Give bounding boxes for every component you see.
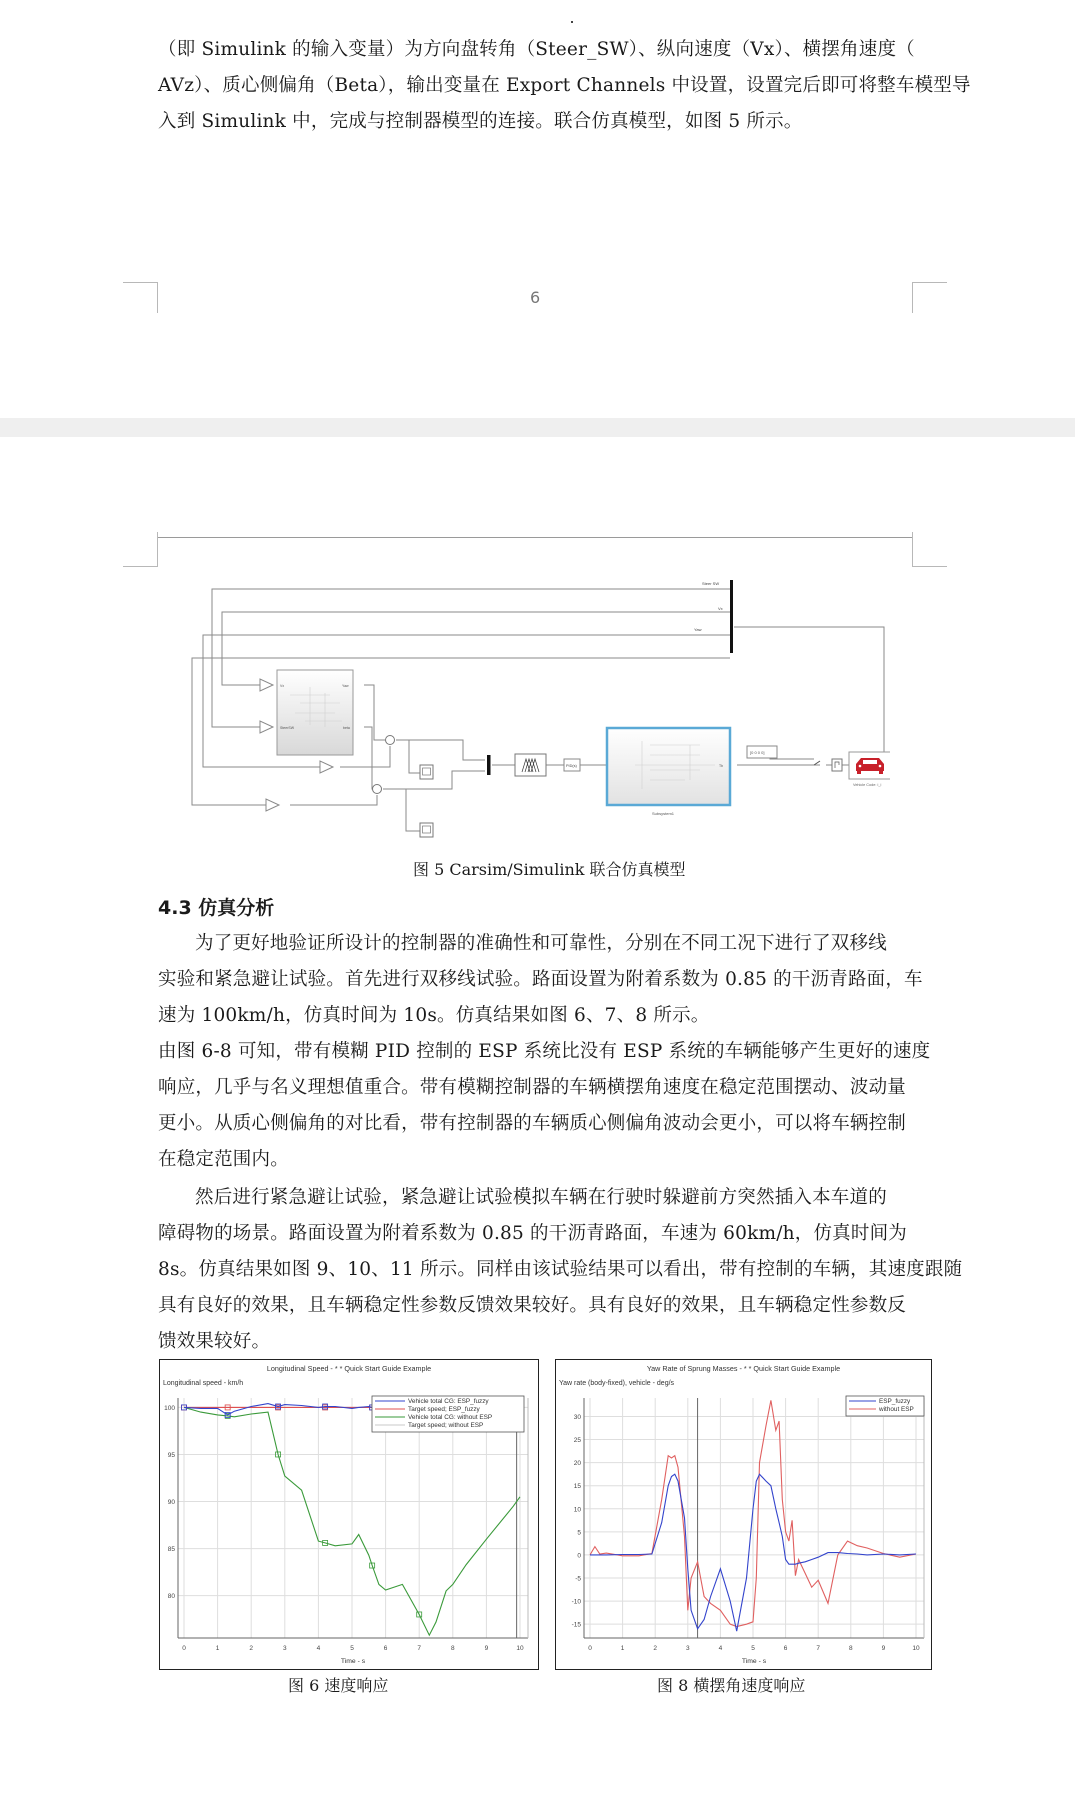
x-tick-label: 1 — [620, 1645, 625, 1652]
margin-corner-mark — [123, 282, 158, 313]
y-tick-label: 10 — [573, 1506, 581, 1514]
y-tick-label: 85 — [167, 1546, 175, 1554]
x-tick-label: 7 — [816, 1645, 821, 1652]
margin-corner-mark — [912, 532, 947, 567]
figure-5-caption: 图 5 Carsim/Simulink 联合仿真模型 — [413, 860, 686, 879]
legend-entry: Vehicle total CG: without ESP — [408, 1414, 493, 1421]
y-tick-label: 95 — [167, 1451, 175, 1459]
x-tick-label: 5 — [751, 1645, 755, 1652]
paragraph-line: 响应，几乎与名义理想值重合。带有模糊控制器的车辆横摆角速度在稳定范围摆动、波动量 — [158, 1077, 907, 1098]
figure-8-yaw-rate-chart — [555, 1359, 932, 1670]
x-tick-label: 4 — [718, 1645, 723, 1652]
page-break-gap — [0, 418, 1075, 437]
x-tick-label: 3 — [282, 1645, 287, 1652]
x-tick-label: 0 — [182, 1645, 186, 1652]
paragraph-line: AVz）、质心侧偏角（Beta），输出变量在 Export Channels 中设置，设置完后即可将整车模型导 — [158, 75, 971, 96]
legend-entry: Vehicle total CG: ESP_fuzzy — [408, 1398, 489, 1405]
paragraph-line: 馈效果较好。 — [158, 1331, 271, 1352]
x-tick-label: 7 — [417, 1645, 422, 1652]
legend-entry: ESP_fuzzy — [879, 1398, 911, 1405]
x-tick-label: 8 — [848, 1645, 853, 1652]
paragraph-line: 为了更好地验证所设计的控制器的准确性和可靠性，分别在不同工况下进行了双移线 — [195, 933, 887, 954]
y-axis-label: Longitudinal speed - km/h — [163, 1380, 244, 1387]
svg-text:beta: beta — [343, 726, 350, 730]
y-tick-label: 30 — [573, 1413, 581, 1421]
legend-entry: without ESP — [879, 1406, 914, 1413]
x-tick-label: 3 — [685, 1645, 690, 1652]
margin-corner-mark — [912, 282, 947, 313]
chart-title: Longitudinal Speed - * * Quick Start Guide Example — [266, 1364, 432, 1373]
y-tick-label: 90 — [167, 1499, 175, 1507]
x-tick-label: 2 — [249, 1645, 254, 1652]
paragraph-line: 实验和紧急避让试验。首先进行双移线试验。路面设置为附着系数为 0.85 的干沥青路面，车 — [158, 969, 923, 990]
figure-6-caption: 图 6 速度响应 — [288, 1676, 389, 1695]
page-1-top-artifacts — [158, 22, 912, 24]
bus-label: Steer SW — [702, 581, 720, 586]
paragraph-line: 8s。仿真结果如图 9、10、11 所示。同样由该试验结果可以看出，带有控制的车辆，其速度跟随 — [158, 1259, 963, 1280]
y-tick-label: 0 — [577, 1552, 581, 1560]
y-tick-label: 20 — [573, 1460, 581, 1468]
paragraph-line: 然后进行紧急避让试验，紧急避让试验模拟车辆在行驶时躲避前方突然插入本车道的 — [195, 1187, 887, 1208]
paragraph-line: 由图 6-8 可知，带有模糊 PID 控制的 ESP 系统比没有 ESP 系统的车辆能够产生更好的速度 — [158, 1041, 931, 1062]
x-axis-label: Time - s — [340, 1658, 366, 1665]
x-tick-label: 6 — [783, 1645, 788, 1652]
subsystem-block — [607, 728, 730, 805]
paragraph-line: 具有良好的效果，且车辆稳定性参数反馈效果较好。具有良好的效果，且车辆稳定性参数反 — [158, 1295, 907, 1316]
figure-8-caption: 图 8 横摆角速度响应 — [657, 1676, 806, 1695]
svg-text:Vx: Vx — [280, 684, 285, 688]
svg-text:SteerSW: SteerSW — [280, 726, 295, 730]
reference-model-block — [277, 670, 353, 755]
y-tick-label: 80 — [167, 1593, 175, 1601]
x-tick-label: 6 — [383, 1645, 388, 1652]
y-tick-label: 15 — [573, 1483, 581, 1491]
y-axis-label: Yaw rate (body-fixed), vehicle - deg/s — [559, 1380, 675, 1387]
paragraph-line: 在稳定范围内。 — [158, 1149, 289, 1170]
svg-text:Yaw: Yaw — [342, 684, 349, 688]
x-tick-label: 4 — [316, 1645, 321, 1652]
page-number: 6 — [530, 288, 541, 307]
paragraph-line: 入到 Simulink 中，完成与控制器模型的连接。联合仿真模型，如图 5 所示。 — [158, 111, 803, 132]
figure-6-speed-chart — [159, 1359, 539, 1670]
x-tick-label: 9 — [881, 1645, 886, 1652]
x-axis-label: Time - s — [741, 1658, 767, 1665]
paragraph-line: 速为 100km/h，仿真时间为 10s。仿真结果如图 6、7、8 所示。 — [158, 1005, 710, 1026]
bus-label: Yaw — [694, 627, 702, 632]
x-tick-label: 9 — [484, 1645, 489, 1652]
svg-text:Vehicle Code: i_i: Vehicle Code: i_i — [853, 783, 882, 787]
x-tick-label: 2 — [653, 1645, 658, 1652]
x-tick-label: 0 — [588, 1645, 592, 1652]
chart-title: Yaw Rate of Sprung Masses - * * Quick Start Guide Example — [646, 1364, 841, 1373]
x-tick-label: 8 — [450, 1645, 455, 1652]
legend-entry: Target speed; ESP_fuzzy — [408, 1406, 480, 1413]
margin-corner-mark — [123, 532, 158, 567]
svg-text:Tb: Tb — [719, 764, 724, 768]
paragraph-line: （即 Simulink 的输入变量）为方向盘转角（Steer_SW）、纵向速度（Vx）、横摆角速度（ — [158, 39, 915, 60]
header-rule — [158, 537, 912, 538]
y-tick-label: 100 — [164, 1404, 175, 1412]
paragraph-line: 障碍物的场景。路面设置为附着系数为 0.85 的干沥青路面，车速为 60km/h，仿真时间为 — [158, 1223, 907, 1244]
x-tick-label: 1 — [215, 1645, 220, 1652]
y-tick-label: -15 — [571, 1621, 581, 1629]
svg-text:Subsystem1: Subsystem1 — [652, 811, 675, 816]
svg-text:PID(s): PID(s) — [566, 764, 577, 768]
svg-text:[0 0 0 0]: [0 0 0 0] — [750, 750, 765, 755]
y-tick-label: -5 — [575, 1575, 581, 1583]
legend-entry: Target speed; without ESP — [408, 1422, 484, 1429]
paragraph-line: 更小。从质心侧偏角的对比看，带有控制器的车辆质心侧偏角波动会更小，可以将车辆控制 — [158, 1113, 907, 1134]
section-heading: 4.3 仿真分析 — [158, 897, 275, 919]
bus-label: Vx — [718, 606, 723, 611]
x-tick-label: 5 — [350, 1645, 354, 1652]
y-tick-label: 5 — [577, 1529, 581, 1537]
y-tick-label: -10 — [571, 1598, 581, 1606]
x-tick-label: 10 — [516, 1645, 524, 1652]
x-tick-label: 10 — [912, 1645, 920, 1652]
figure-5-simulink-diagram — [180, 575, 890, 845]
y-tick-label: 25 — [573, 1437, 581, 1445]
